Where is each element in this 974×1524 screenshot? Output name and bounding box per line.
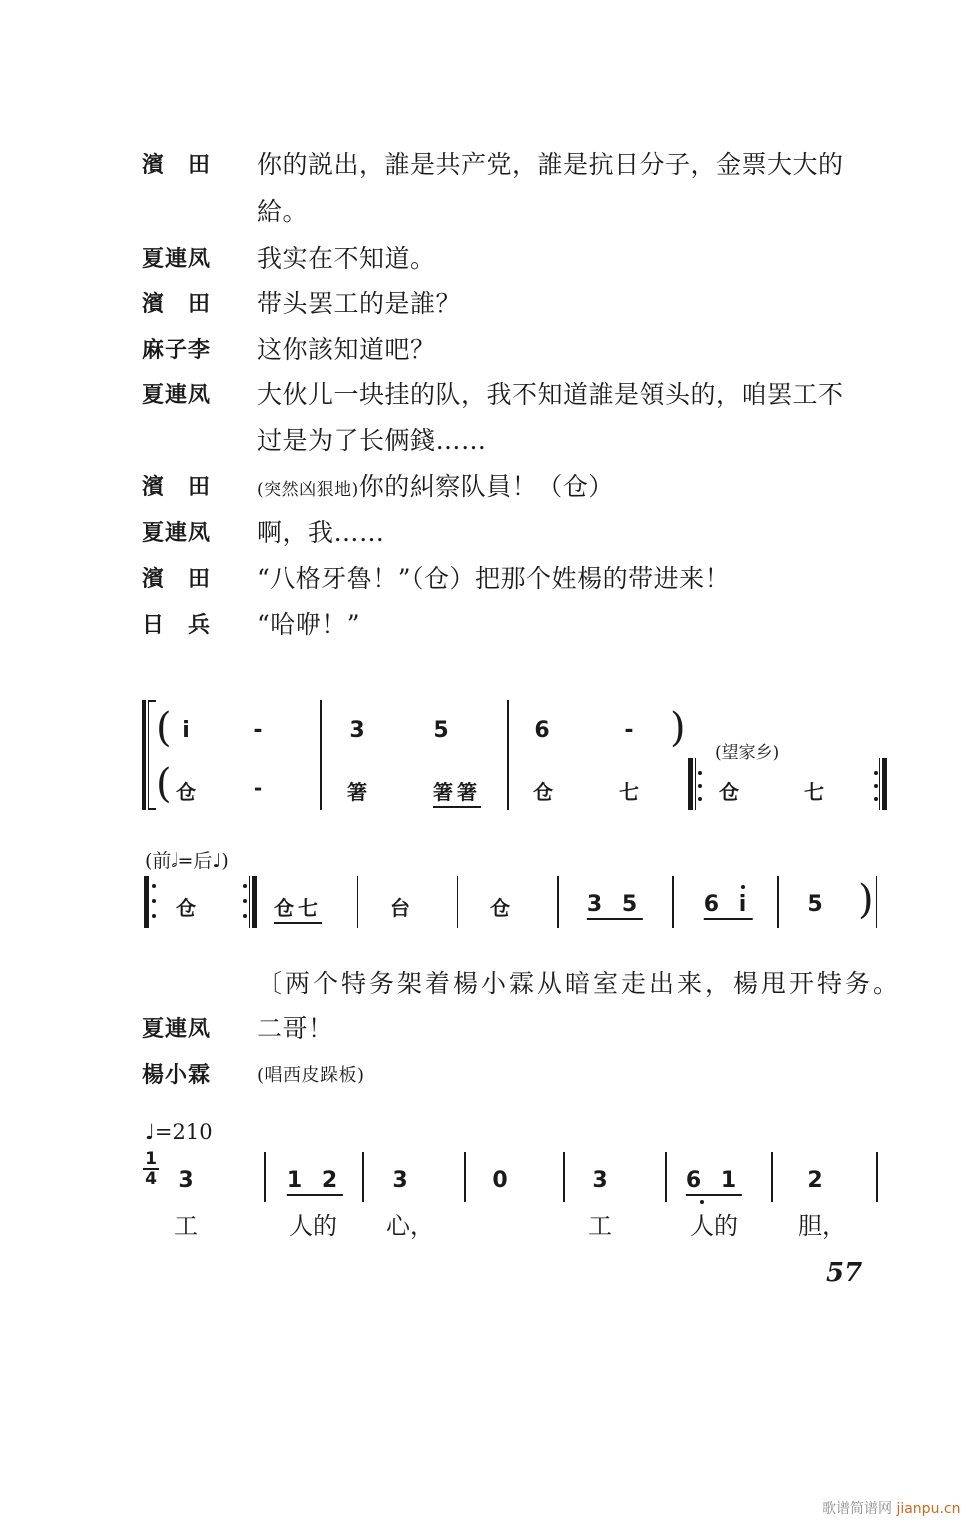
barline — [507, 700, 509, 810]
speech-text: 我实在不知道。 — [257, 244, 436, 273]
barline — [357, 876, 358, 928]
percussion-syllable: 七 — [804, 780, 824, 804]
percussion-syllable: 七 — [619, 780, 639, 804]
repeat-end-thick — [252, 876, 257, 928]
close-paren: ) — [858, 877, 874, 923]
repeat-dot — [152, 899, 156, 903]
dialogue-line — [0, 148, 974, 192]
dash: - — [624, 718, 634, 743]
repeat-end-thin — [249, 876, 250, 928]
note-pair: 6 1 — [686, 1168, 742, 1196]
speech-text: 带头罢工的是誰？ — [257, 289, 462, 318]
note: 6 — [534, 718, 550, 743]
stage-direction-line — [0, 964, 974, 1008]
barline — [464, 1152, 466, 1202]
watermark-latin: jianpu.cn — [896, 1501, 961, 1517]
percussion-syllable: 箸 — [347, 780, 367, 804]
tempo-mark: ♩=210 — [145, 1120, 213, 1144]
repeat-dot — [243, 914, 247, 918]
speech-text — [257, 467, 614, 503]
speech-text: 啊，我…… — [257, 518, 385, 547]
lyric: 工 — [174, 1212, 198, 1240]
repeat-start-thin — [695, 758, 696, 810]
speaker-label: 日 兵 — [142, 613, 212, 638]
repeat-dot — [874, 797, 878, 801]
open-paren: ( — [156, 705, 172, 751]
repeat-start-thick — [688, 758, 693, 810]
dialogue-line — [0, 1058, 974, 1102]
speech-text: 大伙儿一块挂的队，我不知道誰是領头的，咱罢工不 — [257, 380, 844, 409]
dialogue-line — [0, 378, 974, 422]
repeat-dot — [152, 884, 156, 888]
lyric: 人的 — [289, 1212, 337, 1240]
watermark — [822, 1498, 960, 1518]
dialogue-continuation — [0, 424, 974, 468]
note-pair: 3 5 — [587, 892, 643, 920]
note-pair: 1 2 — [287, 1168, 343, 1196]
dialogue-continuation — [0, 195, 974, 239]
note-pair: 6 i — [704, 892, 753, 920]
dialogue-line — [0, 608, 974, 652]
stage-direction: 〔两个特务架着楊小霖从暗室走出来，楊甩开特务。 — [257, 969, 902, 998]
watermark-cn: 歌谱简谱网 — [822, 1501, 892, 1517]
speaker-label: 濱 田 — [142, 567, 212, 592]
dialogue-line — [0, 333, 974, 377]
speech-text-continued: 过是为了长俩錢…… — [257, 426, 487, 455]
percussion-syllable: 仓 — [176, 780, 196, 804]
barline — [264, 1152, 266, 1202]
note: 3 — [592, 1168, 608, 1193]
percussion-syllable-pair: 仓七 — [274, 892, 322, 924]
dialogue-line — [0, 516, 974, 560]
bracket-top-hook — [148, 700, 156, 702]
dialogue-line — [0, 562, 974, 606]
barline — [563, 1152, 565, 1202]
dialogue-line — [0, 1012, 974, 1056]
bracket-bottom-hook — [148, 808, 156, 810]
speaker-label: 濱 田 — [142, 475, 212, 500]
high-octave-dot — [741, 885, 745, 889]
dialogue-line — [0, 242, 974, 286]
stage-direction-inline: (突然凶狠地) — [257, 480, 359, 500]
tempo-relation: (前𝅗𝅥=后♩) — [145, 850, 229, 872]
barline — [771, 1152, 773, 1202]
barline — [777, 876, 779, 928]
repeat-dot — [874, 784, 878, 788]
system-bracket — [142, 700, 146, 810]
speech-text: “哈咿！” — [257, 610, 361, 639]
open-paren: ( — [156, 761, 172, 807]
repeat-dot — [698, 797, 702, 801]
note: 5 — [807, 892, 823, 917]
dialogue-line — [0, 287, 974, 331]
speech-body: 你的糾察队員！（仓） — [358, 472, 614, 501]
speech-text-continued: 給。 — [257, 197, 309, 226]
barline — [362, 1152, 364, 1202]
speaker-label: 夏連凤 — [142, 521, 212, 546]
note: 3 — [349, 718, 365, 743]
lyric: 工 — [588, 1212, 612, 1240]
speech-text: “八格牙魯！”（仓）把那个姓楊的带进来！ — [257, 564, 731, 593]
percussion-syllable-pair: 箸箸 — [433, 776, 481, 808]
system-bracket-thin — [148, 700, 149, 810]
speaker-label: 夏連凤 — [142, 247, 212, 272]
repeat-dot — [698, 784, 702, 788]
low-octave-dot — [700, 1200, 704, 1204]
dash: - — [253, 776, 263, 800]
repeat-dot — [874, 771, 878, 775]
repeat-start-thick — [144, 876, 149, 928]
percussion-syllable: 台 — [390, 896, 410, 920]
lyric: 胆， — [798, 1212, 846, 1240]
repeat-dot — [243, 884, 247, 888]
repeat-end-thin — [879, 758, 880, 810]
repeat-dot — [243, 899, 247, 903]
percussion-syllable: 仓 — [533, 780, 553, 804]
time-sig-bottom: 4 — [145, 1169, 157, 1189]
dialogue-line — [0, 470, 974, 514]
note: 3 — [392, 1168, 408, 1193]
speaker-label: 夏連凤 — [142, 1017, 212, 1042]
speaker-label: 麻子李 — [142, 338, 212, 363]
speaker-label: 夏連凤 — [142, 383, 212, 408]
barline — [457, 876, 458, 928]
page-number: 57 — [826, 1258, 863, 1288]
note: 2 — [807, 1168, 823, 1193]
percussion-syllable: 仓 — [490, 896, 510, 920]
speaker-label: 濱 田 — [142, 292, 212, 317]
repeat-dot — [152, 914, 156, 918]
speaker-label: 濱 田 — [142, 153, 212, 178]
speaker-label: 楊小霖 — [142, 1063, 212, 1088]
note: 3 — [178, 1168, 194, 1193]
barline — [672, 876, 674, 928]
lyric: 心， — [386, 1212, 434, 1240]
singing-direction: (唱西皮跺板) — [257, 1065, 365, 1086]
rest: 0 — [492, 1168, 508, 1193]
tune-annotation: (望家乡) — [715, 743, 780, 763]
time-sig-top: 1 — [143, 1150, 159, 1170]
repeat-end-thick — [882, 758, 887, 810]
note: 5 — [433, 718, 449, 743]
barline — [665, 1152, 667, 1202]
barline-end — [876, 876, 877, 928]
speech-text: 二哥！ — [257, 1014, 334, 1043]
lyric: 人的 — [690, 1212, 738, 1240]
close-paren: ) — [670, 705, 686, 751]
percussion-syllable: 仓 — [719, 780, 739, 804]
note-high-1: i — [182, 718, 190, 743]
repeat-dot — [698, 771, 702, 775]
percussion-syllable: 仓 — [176, 896, 196, 920]
barline — [557, 876, 559, 928]
dash: - — [253, 718, 263, 743]
time-signature — [143, 1150, 159, 1188]
speech-text: 你的説出，誰是共产党，誰是抗日分子，金票大大的 — [257, 150, 844, 179]
barline — [320, 700, 322, 810]
speech-text: 这你該知道吧？ — [257, 335, 436, 364]
barline — [876, 1152, 878, 1202]
